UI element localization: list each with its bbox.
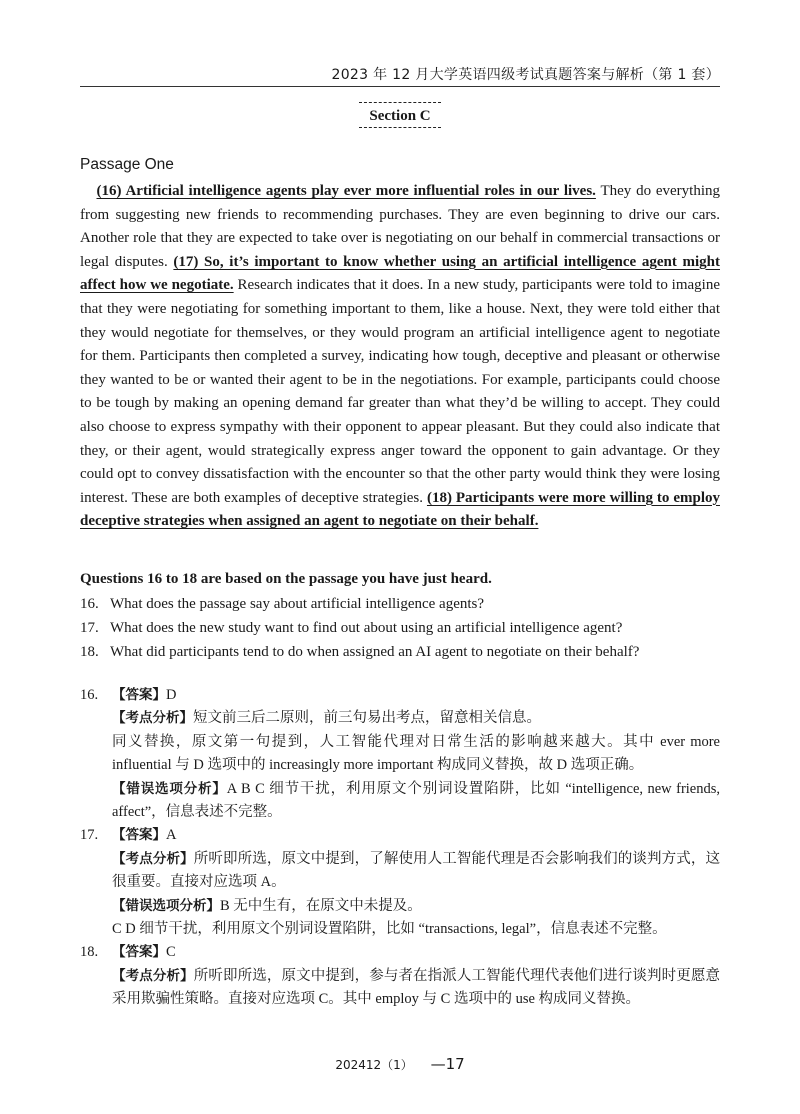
analysis-tag: 【考点分析】: [112, 850, 194, 867]
answer-block-17: [80, 824, 720, 941]
question-list: [80, 592, 740, 664]
analysis-tag: 【考点分析】: [112, 967, 194, 984]
answer-tag: 【答案】: [112, 827, 166, 844]
question-text: What did participants tend to do when assigned an AI agent to negotiate on their behalf?: [110, 644, 640, 660]
question-item: [80, 640, 740, 664]
wrong-option-tag: 【错误选项分析】: [112, 780, 227, 797]
question-number: 16.: [80, 596, 99, 612]
passage-text-part1: They do everything from suggesting new friends to recommending purchases. They are even beginning to drive our cars. Another role that they are expected to take over is negotiating on our behalf in commercial transactions or legal disputes.: [80, 183, 720, 270]
wrong-option-line: [80, 895, 720, 918]
passage-key-sentence-16: (16) Artificial intelligence agents play ever more influential roles in our lives.: [96, 183, 596, 199]
passage-heading: Passage One: [80, 156, 174, 173]
answer-number: 18.: [80, 944, 99, 961]
analysis-text: 短文前三后二原则，前三句易出考点，留意相关信息。: [193, 710, 541, 727]
wrong-option-text: B 无中生有，在原文中未提及。: [220, 897, 422, 914]
footer-code: 202412（1）: [335, 1058, 413, 1072]
question-item: [80, 616, 740, 640]
analysis-text: 所听即所选，原文中提到，了解使用人工智能代理是否会影响我们的谈判方式，这很重要。直接对应选项 A。: [112, 850, 720, 891]
question-item: [80, 592, 740, 616]
answer-block-16: [80, 684, 720, 824]
question-text: What does the passage say about artificial intelligence agents?: [110, 596, 485, 612]
passage-text: [80, 180, 720, 534]
question-text: What does the new study want to find out about using an artificial intelligence agent?: [110, 620, 623, 636]
wrong-option-text: A B C 细节干扰，利用原文个别词设置陷阱，比如 “intelligence, new friends, affect”，信息表述不完整。: [112, 780, 721, 821]
passage-key-sentence-18: (18) Participants were more willing to employ deceptive strategies when assigned an agent to negotiate on their behalf.: [80, 489, 720, 530]
questions-intro: Questions 16 to 18 are based on the passage you have just heard.: [80, 571, 492, 587]
answer-tag: 【答案】: [112, 944, 166, 961]
analysis-line: [80, 848, 720, 895]
analysis-tag: 【考点分析】: [112, 710, 193, 727]
analysis-text: 所听即所选，原文中提到，参与者在指派人工智能代理代表他们进行谈判时更愿意采用欺骗性策略。直接对应选项 C。其中 employ 与 C 选项中的 use 构成同义替换。: [112, 967, 720, 1008]
answer-number: 17.: [80, 827, 99, 844]
answer-number: 16.: [80, 687, 99, 703]
analysis-line: [80, 965, 720, 1012]
section-title: Section C: [369, 108, 431, 124]
wrong-option-detail: C D 细节干扰，利用原文个别词设置陷阱，比如 “transactions, legal”，信息表述不完整。: [112, 921, 667, 938]
section-title-box: [355, 102, 445, 136]
passage-text-part2: Research indicates that it does. In a new study, participants were told to imagine that they were negotiating for something important to them, like a house. Next, they were told either that they would negotiate for themselves, or they would program an artificial intelligence agent to negotiate for them. Participants then completed a survey, indicating how tough, deceptive and pleasant or otherwise they wanted to be or wanted their agent to be in the negotiations. For example, participants could choose to be tough by making an opening demand far greater than what they’d be willing to accept. They could also choose to express sympathy with their opponent to appear pleasant. But they could also indicate that they, or their agent, would strategically express anger toward the opponent to gain advantage. Or they could opt to convey dissatisfaction with the encounter so that the other party would think they were losing interest. These are both examples of deceptive strategies.: [80, 277, 721, 506]
answer-letter: D: [166, 687, 177, 703]
answer-letter: A: [166, 827, 177, 844]
answer-block-18: [80, 941, 720, 1011]
question-number: 18.: [80, 644, 99, 660]
section-bottom-dashes: [359, 127, 441, 128]
header-rule: [80, 86, 720, 87]
analysis-detail: 同义替换，原文第一句提到，人工智能代理对日常生活的影响越来越大。其中 ever more influential 与 D 选项中的 increasingly more important 构成同义替换，故 D 选项正确。: [112, 733, 720, 774]
question-number: 17.: [80, 620, 99, 636]
wrong-option-line: [80, 778, 720, 825]
wrong-option-tag: 【错误选项分析】: [112, 897, 220, 914]
answer-tag: 【答案】: [112, 687, 166, 703]
page-footer: [0, 1055, 800, 1073]
answer-analysis: [80, 684, 720, 1012]
analysis-line: [80, 707, 720, 730]
running-header: 2023 年 12 月大学英语四级考试真题答案与解析（第 1 套）: [331, 67, 720, 83]
passage-key-sentence-17: (17) So, it’s important to know whether using an artificial intelligence agent might affect how we negotiate.: [80, 253, 720, 294]
answer-letter: C: [166, 944, 176, 961]
page-number: —17: [430, 1055, 465, 1073]
